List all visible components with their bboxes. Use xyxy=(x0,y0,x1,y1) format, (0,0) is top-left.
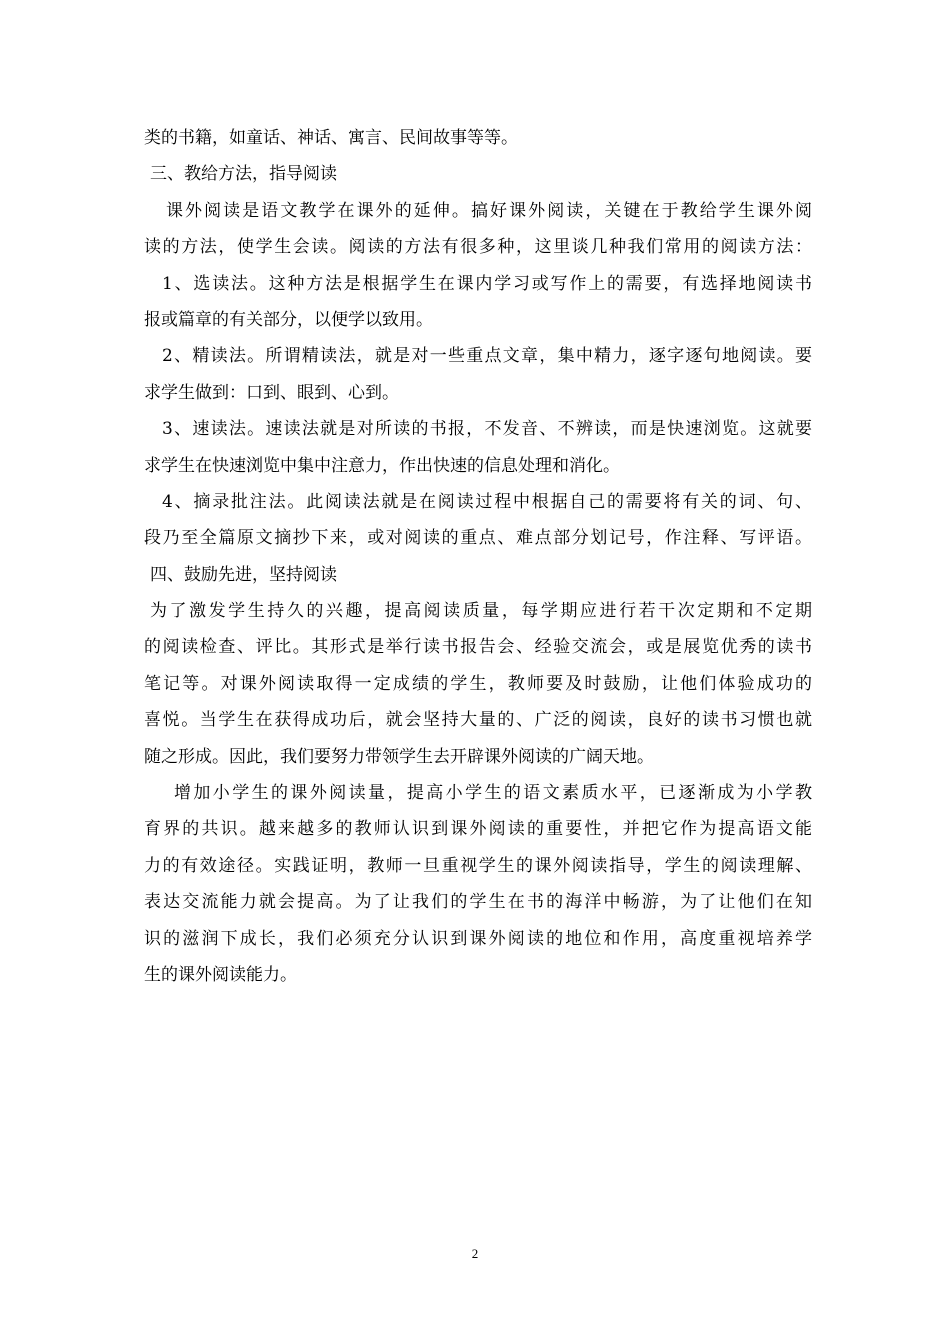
body-line: 段乃至全篇原文摘抄下来，或对阅读的重点、难点部分划记号，作注释、写评语。 xyxy=(144,528,812,549)
body-line: 读的方法，使学生会读。阅读的方法有很多种，这里谈几种我们常用的阅读方法： xyxy=(144,237,812,258)
body-line: 笔记等。对课外阅读取得一定成绩的学生，教师要及时鼓励，让他们体验成功的 xyxy=(144,673,812,694)
body-line: 求学生做到：口到、眼到、心到。 xyxy=(144,382,399,403)
body-line: 3、速读法。速读法就是对所读的书报，不发音、不辨读，而是快速浏览。这就要 xyxy=(162,419,812,440)
body-line: 表达交流能力就会提高。为了让我们的学生在书的海洋中畅游，为了让他们在知 xyxy=(144,892,812,913)
body-line: 类的书籍，如童话、神话、寓言、民间故事等等。 xyxy=(144,128,518,148)
body-line: 为了激发学生持久的兴趣，提高阅读质量，每学期应进行若干次定期和不定期 xyxy=(150,601,812,622)
body-line: 4、摘录批注法。此阅读法就是在阅读过程中根据自己的需要将有关的词、句、 xyxy=(162,491,812,512)
body-line: 的阅读检查、评比。其形式是举行读书报告会、经验交流会，或是展览优秀的读书 xyxy=(144,637,812,658)
body-line: 增加小学生的课外阅读量，提高小学生的语文素质水平，已逐渐成为小学教 xyxy=(174,783,812,804)
body-line: 课外阅读是语文教学在课外的延伸。搞好课外阅读，关键在于教给学生课外阅 xyxy=(166,200,812,221)
body-line: 随之形成。因此，我们要努力带领学生去开辟课外阅读的广阔天地。 xyxy=(144,746,654,767)
page-number: 2 xyxy=(471,1246,479,1261)
body-line: 喜悦。当学生在获得成功后，就会坚持大量的、广泛的阅读，良好的读书习惯也就 xyxy=(144,710,812,731)
body-line: 1、选读法。这种方法是根据学生在课内学习或写作上的需要，有选择地阅读书 xyxy=(162,273,812,294)
body-line: 生的课外阅读能力。 xyxy=(144,964,297,985)
body-line: 识的滋润下成长，我们必须充分认识到课外阅读的地位和作用，高度重视培养学 xyxy=(144,928,812,949)
document-body xyxy=(144,120,812,993)
body-line: 三、教给方法，指导阅读 xyxy=(150,164,337,185)
body-line: 报或篇章的有关部分，以便学以致用。 xyxy=(144,309,433,330)
body-line: 四、鼓励先进，坚持阅读 xyxy=(150,564,337,585)
body-line: 育界的共识。越来越多的教师认识到课外阅读的重要性，并把它作为提高语文能 xyxy=(144,819,812,840)
body-line: 力的有效途径。实践证明，教师一旦重视学生的课外阅读指导，学生的阅读理解、 xyxy=(144,855,812,876)
body-line: 2、精读法。所谓精读法，就是对一些重点文章，集中精力，逐字逐句地阅读。要 xyxy=(162,346,812,367)
body-line: 求学生在快速浏览中集中注意力，作出快速的信息处理和消化。 xyxy=(144,455,620,476)
